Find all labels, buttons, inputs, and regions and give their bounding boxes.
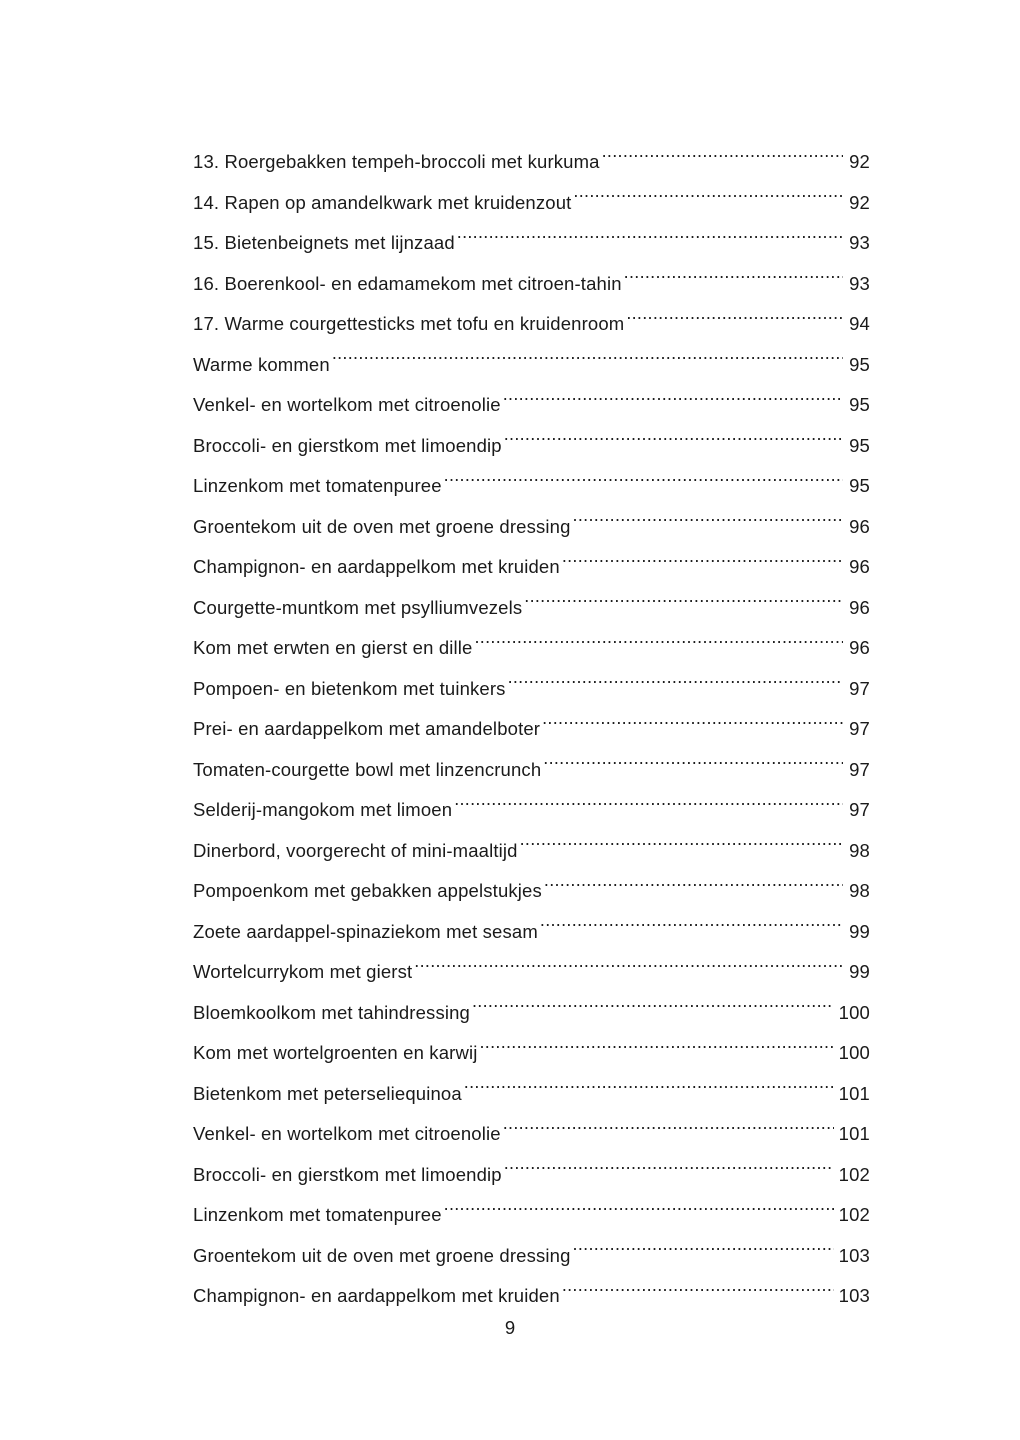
toc-entry-page: 103: [838, 1244, 870, 1266]
toc-entry-page: 97: [849, 718, 870, 739]
toc-entry[interactable]: [193, 831, 870, 872]
toc-entry[interactable]: [193, 1033, 870, 1074]
dot-leader: [414, 960, 843, 979]
toc-entry-title: Groentekom uit de oven met groene dressing: [193, 515, 571, 537]
toc-entry-page: 96: [849, 637, 870, 658]
toc-entry[interactable]: [193, 709, 870, 750]
toc-entry[interactable]: [193, 507, 870, 548]
toc-entry[interactable]: [193, 871, 870, 912]
toc-entry-page: 94: [849, 313, 870, 334]
dot-leader: [573, 514, 843, 533]
toc-entry[interactable]: [193, 142, 870, 183]
toc-entry[interactable]: [193, 1114, 870, 1155]
toc-entry[interactable]: [193, 750, 870, 791]
toc-entry-title: Broccoli- en gierstkom met limoendip: [193, 434, 502, 456]
toc-entry-title: Warme kommen: [193, 353, 330, 375]
toc-entry[interactable]: [193, 466, 870, 507]
toc-entry-page: 99: [849, 961, 870, 982]
toc-entry-page: 96: [849, 596, 870, 618]
toc-entry-page: 93: [849, 272, 870, 294]
toc-entry-title: Linzenkom met tomatenpuree: [193, 1204, 442, 1225]
toc-entry-title: Pompoen- en bietenkom met tuinkers: [193, 677, 506, 699]
dot-leader: [508, 676, 843, 695]
dot-leader: [503, 393, 843, 412]
dot-leader: [542, 717, 843, 736]
toc-entry-title: 15. Bietenbeignets met lijnzaad: [193, 232, 455, 253]
dot-leader: [624, 271, 843, 290]
toc-entry-page: 92: [849, 191, 870, 213]
toc-entry-title: 14. Rapen op amandelkwark met kruidenzout: [193, 191, 572, 213]
toc-entry-page: 100: [838, 1042, 870, 1063]
toc-entry-page: 95: [849, 394, 870, 415]
toc-entry-title: Champignon- en aardappelkom met kruiden: [193, 1285, 560, 1306]
toc-entry-title: Courgette-muntkom met psylliumvezels: [193, 596, 523, 618]
dot-leader: [503, 1122, 834, 1141]
dot-leader: [520, 838, 843, 857]
toc-entry[interactable]: [193, 1155, 870, 1196]
toc-entry[interactable]: [193, 1195, 870, 1236]
toc-entry-title: Linzenkom met tomatenpuree: [193, 475, 442, 496]
toc-entry[interactable]: [193, 264, 870, 305]
dot-leader: [543, 757, 843, 776]
toc-entry-title: 13. Roergebakken tempeh-broccoli met kurkuma: [193, 151, 600, 172]
toc-entry-title: Selderij-mangokom met limoen: [193, 799, 453, 820]
toc-entry-page: 102: [838, 1204, 870, 1225]
toc-entry-title: Tomaten-courgette bowl met linzencrunch: [193, 758, 542, 780]
toc-entry-page: 102: [838, 1163, 870, 1185]
toc-entry[interactable]: [193, 223, 870, 264]
toc-entry-title: Broccoli- en gierstkom met limoendip: [193, 1163, 502, 1185]
toc-entry-title: Venkel- en wortelkom met citroenolie: [193, 1123, 501, 1144]
toc-entry-page: 95: [849, 353, 870, 375]
toc-entry-title: Bietenkom met peterseliequinoa: [193, 1082, 462, 1104]
toc-entry[interactable]: [193, 304, 870, 345]
toc-entry[interactable]: [193, 912, 870, 953]
toc-entry-page: 92: [849, 151, 870, 172]
toc-entry-page: 96: [849, 515, 870, 537]
toc-entry-title: Champignon- en aardappelkom met kruiden: [193, 556, 560, 577]
toc-entry-page: 99: [849, 920, 870, 942]
toc-entry-page: 98: [849, 880, 870, 901]
toc-entry[interactable]: [193, 183, 870, 224]
dot-leader: [454, 798, 843, 817]
toc-entry-title: Kom met wortelgroenten en karwij: [193, 1042, 478, 1063]
toc-entry-title: Prei- en aardappelkom met amandelboter: [193, 718, 541, 739]
dot-leader: [562, 555, 843, 574]
toc-entry[interactable]: [193, 952, 870, 993]
toc-entry[interactable]: [193, 628, 870, 669]
dot-leader: [475, 636, 844, 655]
toc-entry-title: Groentekom uit de oven met groene dressing: [193, 1244, 571, 1266]
toc-entry-page: 96: [849, 556, 870, 577]
dot-leader: [504, 433, 843, 452]
dot-leader: [573, 1243, 834, 1262]
dot-leader: [626, 312, 843, 331]
toc-entry-title: Wortelcurrykom met gierst: [193, 961, 413, 982]
dot-leader: [524, 595, 843, 614]
toc-entry-title: Bloemkoolkom met tahindressing: [193, 1001, 470, 1023]
toc-entry[interactable]: [193, 1074, 870, 1115]
toc-entry[interactable]: [193, 993, 870, 1034]
toc-entry-page: 93: [849, 232, 870, 253]
toc-entry-title: Dinerbord, voorgerecht of mini-maaltijd: [193, 839, 518, 861]
toc-entry[interactable]: [193, 669, 870, 710]
toc-entry-title: Kom met erwten en gierst en dille: [193, 637, 473, 658]
toc-entry[interactable]: [193, 1276, 870, 1317]
toc-entry[interactable]: [193, 588, 870, 629]
toc-entry-page: 97: [849, 758, 870, 780]
toc-entry-page: 98: [849, 839, 870, 861]
toc-entry-page: 101: [838, 1082, 870, 1104]
dot-leader: [602, 150, 843, 169]
dot-leader: [464, 1081, 834, 1100]
dot-leader: [562, 1284, 834, 1303]
toc-entry[interactable]: [193, 1236, 870, 1277]
dot-leader: [544, 879, 843, 898]
dot-leader: [540, 919, 843, 938]
toc-entry-page: 103: [838, 1285, 870, 1306]
dot-leader: [479, 1041, 833, 1060]
toc-entry[interactable]: [193, 385, 870, 426]
page-number: 9: [504, 1317, 516, 1338]
toc-entry[interactable]: [193, 547, 870, 588]
toc-entry-title: Pompoenkom met gebakken appelstukjes: [193, 880, 542, 901]
dot-leader: [472, 1000, 834, 1019]
toc-entry-title: 17. Warme courgettesticks met tofu en kruidenroom: [193, 313, 625, 334]
toc-entry-title: 16. Boerenkool- en edamamekom met citroen-tahin: [193, 272, 622, 294]
toc-entry-page: 95: [849, 434, 870, 456]
table-of-contents: [193, 142, 870, 1317]
toc-entry-page: 100: [838, 1001, 870, 1023]
toc-entry-page: 95: [849, 475, 870, 496]
dot-leader: [444, 1203, 834, 1222]
dot-leader: [444, 474, 843, 493]
dot-leader: [457, 231, 843, 250]
dot-leader: [504, 1162, 834, 1181]
dot-leader: [573, 190, 843, 209]
toc-entry[interactable]: [193, 426, 870, 467]
toc-entry-page: 97: [849, 677, 870, 699]
toc-entry-title: Venkel- en wortelkom met citroenolie: [193, 394, 501, 415]
toc-entry-page: 101: [838, 1123, 870, 1144]
toc-entry-page: 97: [849, 799, 870, 820]
dot-leader: [332, 352, 843, 371]
toc-entry-title: Zoete aardappel-spinaziekom met sesam: [193, 920, 538, 942]
toc-entry[interactable]: [193, 790, 870, 831]
toc-entry[interactable]: [193, 345, 870, 386]
